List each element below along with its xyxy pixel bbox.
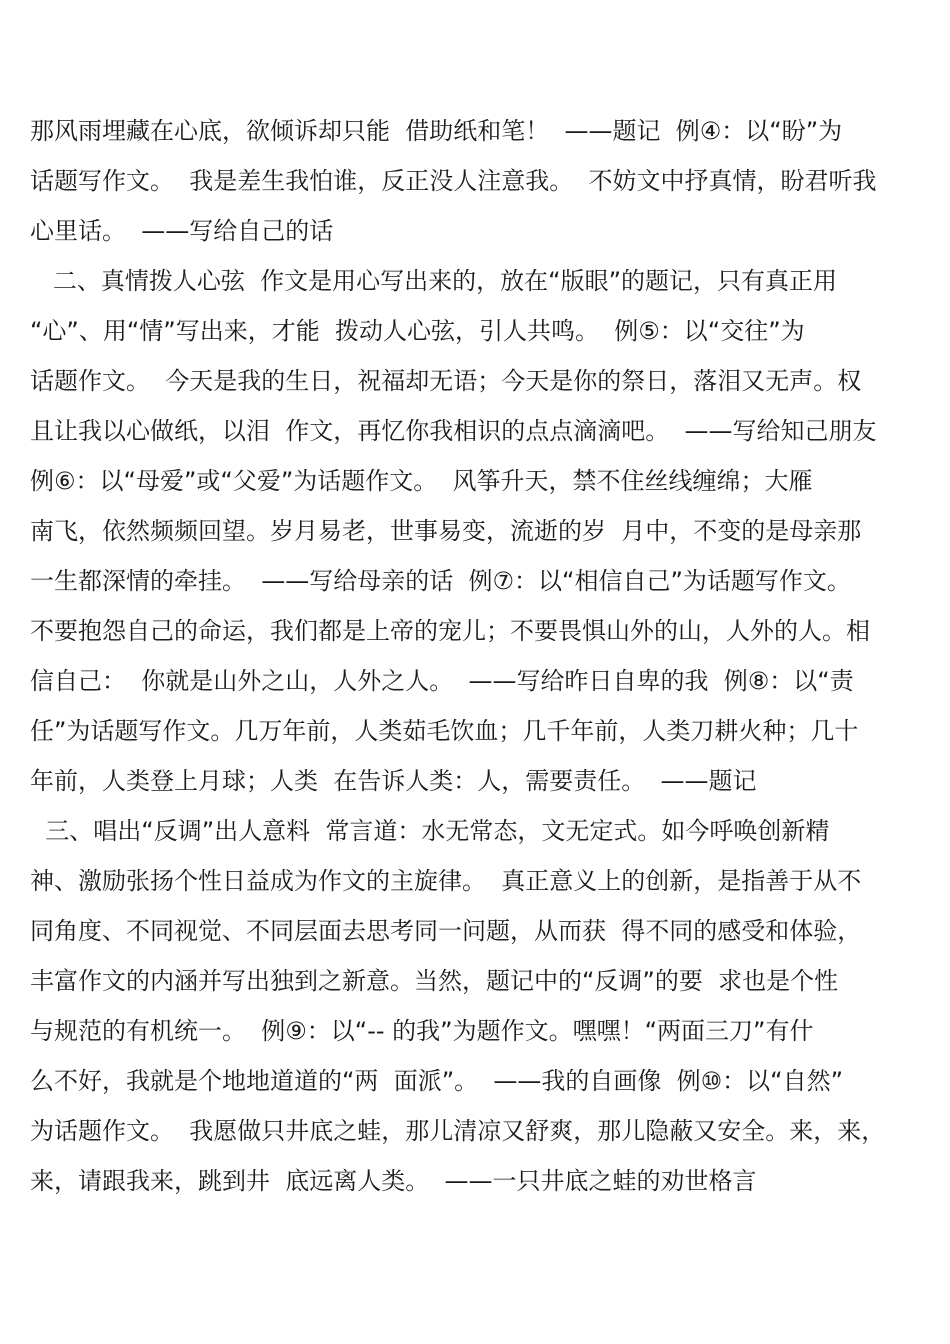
text-line: 话题写作文。 我是差生我怕谁，反正没人注意我。 不妨文中抒真情，盼君听我 [30, 167, 877, 195]
text-line: 信自己： 你就是山外之山，人外之人。 ——写给昨日自卑的我 例⑧：以“责 [30, 667, 854, 695]
text-line: 那风雨埋藏在心底，欲倾诉却只能 借助纸和笔！ ——题记 例④：以“盼”为 [30, 117, 843, 145]
text-line: 二、真情拨人心弦 作文是用心写出来的，放在“版眼”的题记，只有真正用 [30, 267, 838, 295]
text-line: “心”、用“情”写出来，才能 拨动人心弦，引人共鸣。 例⑤：以“交往”为 [30, 317, 805, 345]
text-line: 为话题作文。 我愿做只井底之蛙，那儿清凉又舒爽，那儿隐蔽又安全。来，来， [30, 1117, 886, 1145]
text-line: 同角度、不同视觉、不同层面去思考同一问题，从而获 得不同的感受和体验， [30, 917, 862, 945]
text-line: 且让我以心做纸，以泪 作文，再忆你我相识的点点滴滴吧。 ——写给知己朋友 [30, 417, 877, 445]
text-line: 与规范的有机统一。 例⑨：以“-- 的我”为题作文。嘿嘿！“两面三刀”有什 [30, 1017, 814, 1045]
text-line: 例⑥：以“母爱”或“父爱”为话题作文。 风筝升天，禁不住丝线缠绵；大雁 [30, 467, 813, 495]
text-line: 年前，人类登上月球；人类 在告诉人类：人，需要责任。 ——题记 [30, 767, 757, 795]
body-text [30, 106, 922, 1206]
text-line: 三、唱出“反调”出人意料 常言道：水无常态，文无定式。如今呼唤创新精 [30, 817, 830, 845]
text-line: 丰富作文的内涵并写出独到之新意。当然，题记中的“反调”的要 求也是个性 [30, 967, 839, 995]
text-line: 任”为话题写作文。几万年前，人类茹毛饮血；几千年前，人类刀耕火种；几十 [30, 717, 859, 745]
text-line: 不要抱怨自己的命运，我们都是上帝的宠儿；不要畏惧山外的山，人外的人。相 [30, 617, 870, 645]
text-line: 来，请跟我来，跳到井 底远离人类。 ——一只井底之蛙的劝世格言 [30, 1167, 757, 1195]
text-line: 一生都深情的牵挂。 ——写给母亲的话 例⑦：以“相信自己”为话题写作文。 [30, 567, 851, 595]
text-line: 神、激励张扬个性日益成为作文的主旋律。 真正意义上的创新，是指善于从不 [30, 867, 862, 895]
text-line: 话题作文。 今天是我的生日，祝福却无语；今天是你的祭日，落泪又无声。权 [30, 367, 862, 395]
text-line: 南飞，依然频频回望。岁月易老，世事易变，流逝的岁 月中，不变的是母亲那 [30, 517, 862, 545]
text-line: 心里话。 ——写给自己的话 [30, 217, 334, 245]
text-line: 么不好，我就是个地地道道的“两 面派”。 ——我的自画像 例⑩：以“自然” [30, 1067, 844, 1095]
